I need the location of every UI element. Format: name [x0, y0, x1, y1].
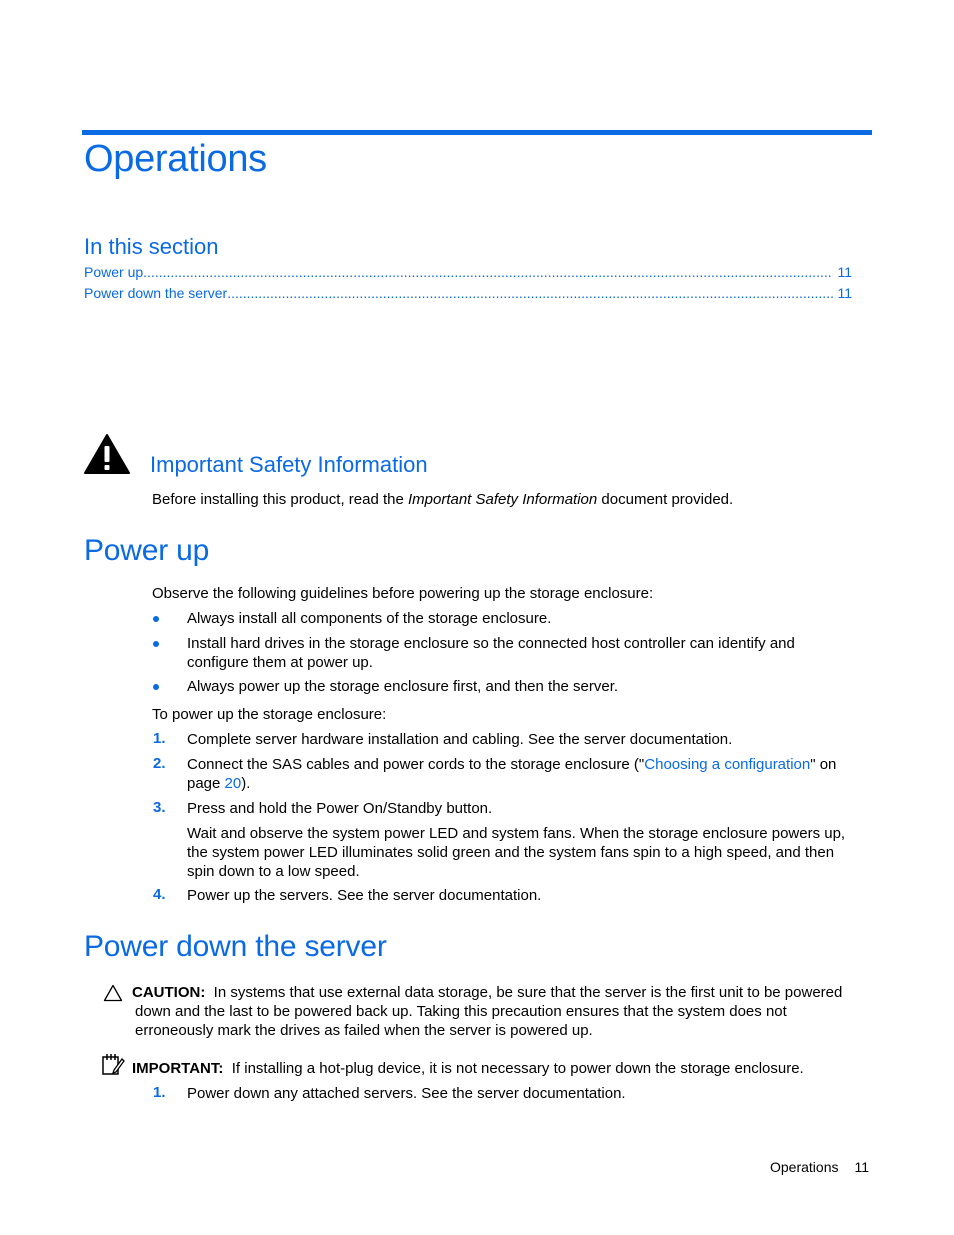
- step-number: 3.: [153, 799, 166, 816]
- toc-entry-page: 11: [837, 285, 852, 301]
- step-text-middle: " on page: [187, 756, 837, 792]
- power-up-intro: Observe the following guidelines before powering up the storage enclosure:: [152, 585, 654, 602]
- toc-leader-dots: [143, 264, 833, 280]
- safety-document-name: Important Safety Information: [407, 491, 598, 508]
- toc-entry-power-down[interactable]: [84, 285, 852, 301]
- footer-section: Operations: [770, 1159, 839, 1175]
- steps-intro: To power up the storage enclosure:: [152, 706, 387, 723]
- step-number: 1.: [153, 1084, 166, 1101]
- bullet-dot: [153, 684, 159, 690]
- step-text: Complete server hardware installation and cabling. See the server documentation.: [187, 731, 733, 748]
- caution-text: In systems that use external data storage, be sure that the server is the first unit to be powered down and the last to be powered back up. Taking this precaution ensures that the system does not erroneously mark the drives as failed when the server is powered up.: [135, 984, 843, 1039]
- caution-icon: [103, 984, 123, 1002]
- safety-text-end: document provided.: [597, 491, 734, 508]
- toc-entry-page: 11: [837, 264, 852, 280]
- caution-label: CAUTION:: [132, 984, 206, 1001]
- bullet-dot: [153, 641, 159, 647]
- toc-entry-label: Power up: [84, 264, 144, 280]
- section-title-power-up: Power up: [84, 534, 210, 567]
- section-title-power-down: Power down the server: [84, 930, 387, 963]
- step-detail: Wait and observe the system power LED and system fans. When the storage enclosure powers up, the system power LED illuminates solid green and the system fans spin to a high speed, and then spin down to a low speed.: [187, 825, 846, 880]
- important-label: IMPORTANT:: [132, 1060, 224, 1077]
- step-text: [187, 755, 857, 793]
- footer: [770, 1159, 869, 1175]
- step-number: 4.: [153, 886, 166, 903]
- page-title: Operations: [84, 138, 267, 180]
- heading-rule: [82, 130, 872, 135]
- caution-notice: [132, 983, 859, 1040]
- configuration-link[interactable]: Choosing a configuration: [644, 756, 811, 773]
- step-number: 2.: [153, 755, 166, 772]
- step-text: Press and hold the Power On/Standby button.: [187, 800, 493, 817]
- safety-text-start: Before installing this product, read the: [152, 491, 408, 508]
- toc-entry-label: Power down the server: [84, 285, 228, 301]
- toc-leader-dots: [227, 285, 833, 301]
- toc-entry-power-up[interactable]: [84, 264, 852, 280]
- step-number: 1.: [153, 730, 166, 747]
- in-section-title: In this section: [84, 234, 219, 259]
- important-notepad-icon: [101, 1052, 125, 1076]
- step-text: Power down any attached servers. See the server documentation.: [187, 1085, 626, 1102]
- footer-page-number: 11: [854, 1159, 870, 1175]
- page-link[interactable]: 20: [224, 775, 242, 792]
- step-text-end: ).: [241, 775, 251, 792]
- bullet-item: Install hard drives in the storage enclosure so the connected host controller can identify and configure them at power up.: [187, 635, 795, 671]
- important-notice: [132, 1059, 804, 1078]
- safety-text: [152, 490, 733, 509]
- bullet-item: Always install all components of the storage enclosure.: [187, 610, 552, 627]
- step-text-start: Connect the SAS cables and power cords to the storage enclosure (": [187, 756, 645, 773]
- safety-title: Important Safety Information: [150, 452, 428, 477]
- bullet-dot: [153, 616, 159, 622]
- bullet-item: Always power up the storage enclosure first, and then the server.: [187, 678, 619, 695]
- warning-triangle-icon: [83, 433, 131, 475]
- important-text: If installing a hot-plug device, it is not necessary to power down the storage enclosure.: [231, 1060, 804, 1077]
- step-text: Power up the servers. See the server documentation.: [187, 887, 542, 904]
